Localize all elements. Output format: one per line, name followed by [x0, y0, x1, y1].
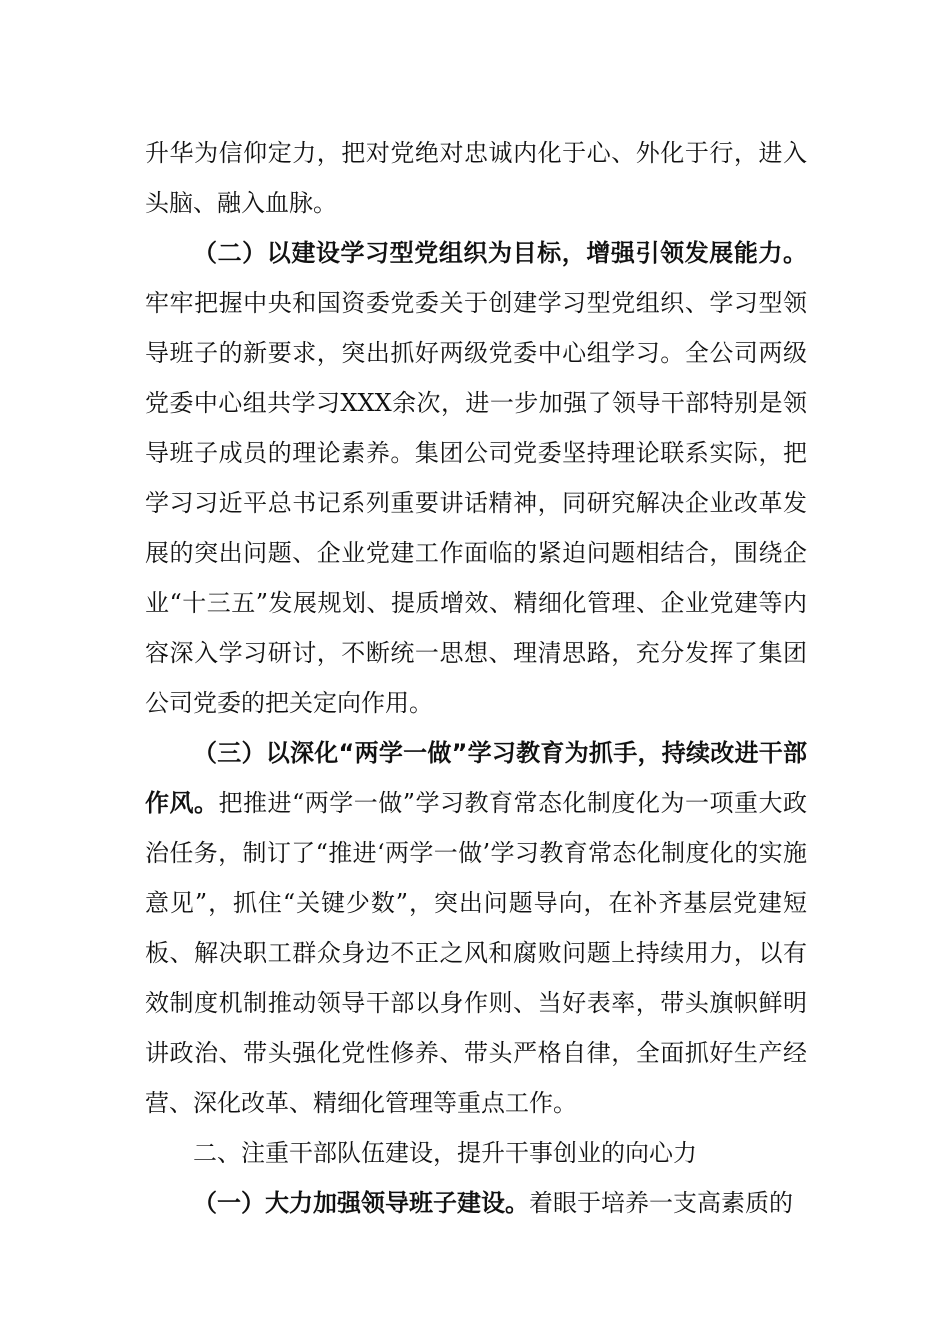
- paragraph-two-studies: [145, 728, 807, 1128]
- paragraph-heading-3: （三）以深化“两学一做”学习教育为抓手，持续改进干部作风。: [145, 739, 807, 817]
- paragraph-body-4: 着眼于培养一支高素质的: [529, 1189, 793, 1217]
- document-body: [145, 128, 807, 1228]
- paragraph-body-2: 牢牢把握中央和国资委党委关于创建学习型党组织、学习型领导班子的新要求，突出抓好两级党委中心组学习。全公司两级党委中心组共学习XXX余次，进一步加强了领导干部特别是领导班子成员的理论素养。集团公司党委坚持理论联系实际，把学习习近平总书记系列重要讲话精神，同研究解决企业改革发展的突出问题、企业党建工作面临的紧迫问题相结合，围绕企业“十三五”发展规划、提质增效、精细化管理、企业党建等内容深入学习研讨，不断统一思想、理清思路，充分发挥了集团公司党委的把关定向作用。: [145, 289, 807, 717]
- paragraph-continuation: 升华为信仰定力，把对党绝对忠诚内化于心、外化于行，进入头脑、融入血脉。: [145, 139, 807, 217]
- paragraph-heading-2: （二）以建设学习型党组织为目标，增强引领发展能力。: [193, 239, 807, 267]
- paragraph-body-3: 把推进“两学一做”学习教育常态化制度化为一项重大政治任务，制订了“推进‘两学一做’学习教育常态化制度化的实施意见”，抓住“关键少数”，突出问题导向，在补齐基层党建短板、解决职工群众身边不正之风和腐败问题上持续用力，以有效制度机制推动领导干部以身作则、当好表率，带头旗帜鲜明讲政治、带头强化党性修养、带头严格自律，全面抓好生产经营、深化改革、精细化管理等重点工作。: [145, 789, 807, 1117]
- paragraph-learning-party: [145, 228, 807, 728]
- paragraph-leadership: [145, 1178, 807, 1228]
- section-heading: 二、注重干部队伍建设，提升干事创业的向心力: [193, 1139, 697, 1167]
- paragraph-heading-4: （一）大力加强领导班子建设。: [193, 1189, 529, 1217]
